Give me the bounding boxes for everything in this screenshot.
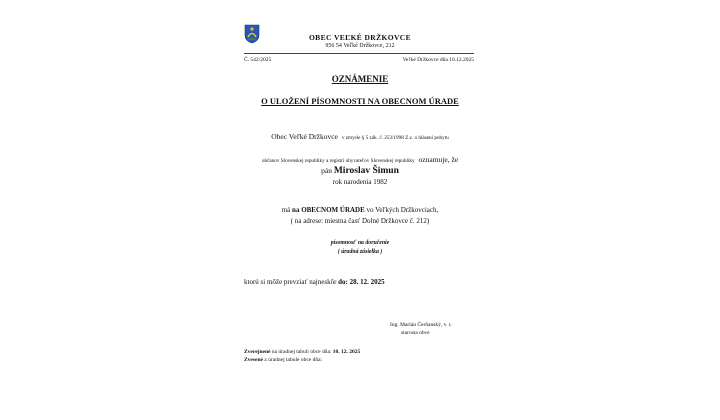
pickup-deadline-date: do: 28. 12. 2025 <box>338 278 385 286</box>
intro-announces: oznamuje, že <box>418 155 459 165</box>
header-divider <box>244 53 474 54</box>
municipality-address: 956 54 Veľké Držkovce, 212 <box>325 43 395 49</box>
posted-label: Zverejnené <box>244 349 271 355</box>
location-prefix: má <box>281 206 291 214</box>
removed-label: Zvesené <box>244 357 263 363</box>
removed-text: z úradnej tabule obce dňa: <box>264 357 323 363</box>
notice-title: OZNÁMENIE <box>331 74 389 84</box>
document-type: písomnosť na doručenie <box>330 240 390 246</box>
document-kind: ( úradná zásielka ) <box>337 249 383 255</box>
posted-text: na úradnej tabuli obce dňa: <box>271 349 332 355</box>
intro-registry: občanov Slovenskej republiky a registri obyvateľov Slovenskej republiky <box>261 158 415 165</box>
recipient-salutation: pán <box>321 166 332 175</box>
signatory-name: Ing. Marián Čerňanský, v. r. <box>390 322 452 328</box>
recipient-name: Miroslav Šimun <box>333 166 399 176</box>
removed-date-line <box>244 357 322 363</box>
intro-legal-basis: v zmysle § 5 zák. č. 253/1998 Z.z. o hlásení pobytu <box>341 135 449 141</box>
recipient <box>0 166 720 176</box>
signatory-role: starosta obce <box>401 330 430 336</box>
municipality-name: OBEC VEĽKÉ DRŽKOVCE <box>308 33 412 42</box>
reference-number: Č. 542/2025 <box>244 57 272 63</box>
recipient-birth-year: rok narodenia 1982 <box>332 178 388 186</box>
place-and-date: Veľké Držkovce dňa 10.12.2025 <box>402 57 474 63</box>
location-suffix: vo Veľkých Držkovciach, <box>366 206 439 214</box>
intro-municipality: Obec Veľké Držkovce <box>271 132 338 141</box>
intro-paragraph <box>0 123 720 169</box>
pickup-location <box>0 206 720 214</box>
pickup-address: ( na adrese: miestna časť Dolné Držkovce č. 212) <box>290 217 430 225</box>
location-office: na OBECNOM ÚRADE <box>292 206 365 214</box>
posted-date: 10. 12. 2025 <box>332 349 361 355</box>
notice-subject: O ULOŽENÍ PÍSOMNOSTI NA OBECNOM ÚRADE <box>261 96 459 106</box>
pickup-deadline <box>244 278 385 286</box>
pickup-deadline-text: ktorú si môže prevziať najneskôr <box>244 278 337 286</box>
posted-date-line <box>244 349 360 355</box>
